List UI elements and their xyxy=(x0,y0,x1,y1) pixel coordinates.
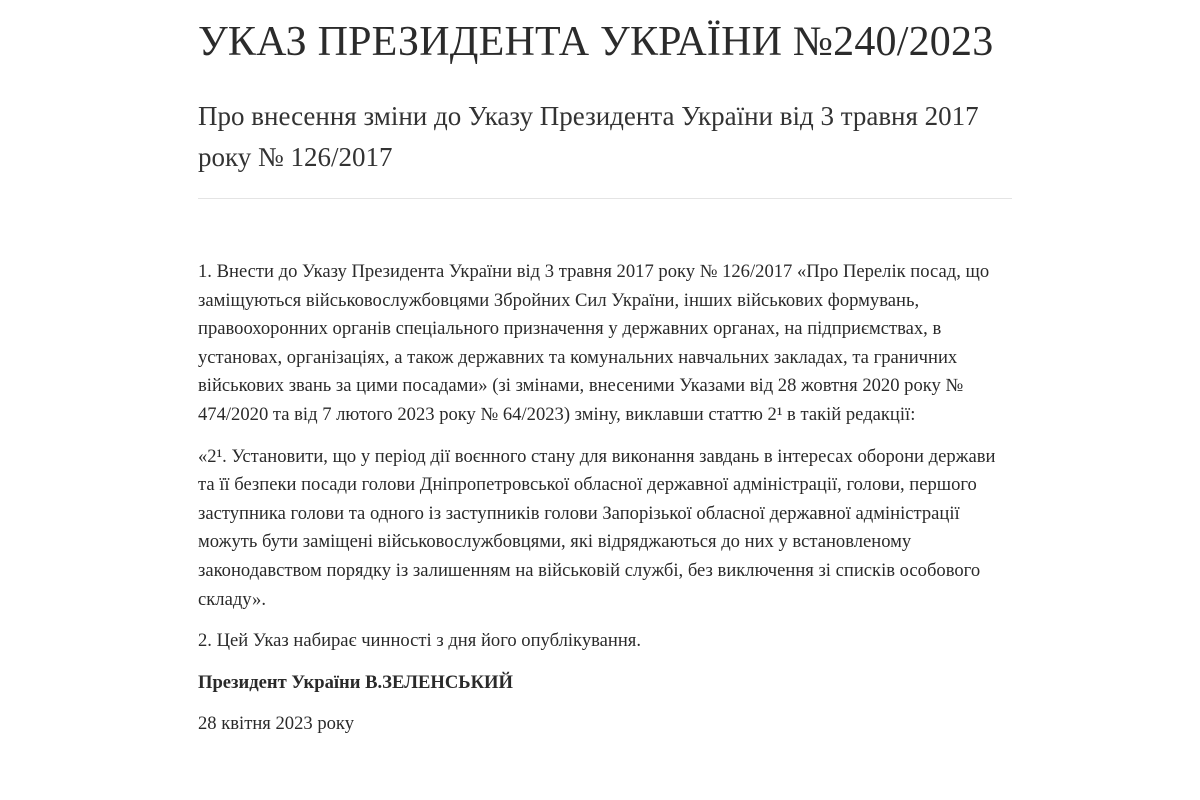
document-subtitle: Про внесення зміни до Указу Президента України від 3 травня 2017 року № 126/2017 xyxy=(198,101,979,172)
document-body xyxy=(198,258,998,752)
paragraph-3: 2. Цей Указ набирає чинності з дня його опублікування. xyxy=(198,630,642,652)
divider xyxy=(198,198,1012,199)
paragraph-2: «2¹. Установити, що у період дії воєнного стану для виконання завдань в інтересах оборони держави та її безпеки посади голови Дніпропетровської обласної державної адміністрації, голови, першого заступника голови та одного із заступників голови Запорізької обласної державної адміністрації можуть бути заміщені військовослужбовцями, які відряджаються до них у встановленому законодавством порядку із залишенням на військовій службі, без виключення зі списків особового складу». xyxy=(198,445,996,610)
page-title: УКАЗ ПРЕЗИДЕНТА УКРАЇНИ №240/2023 xyxy=(198,19,994,65)
signature: Президент України В.ЗЕЛЕНСЬКИЙ xyxy=(198,671,513,693)
document-date: 28 квітня 2023 року xyxy=(198,713,354,735)
paragraph-1: 1. Внести до Указу Президента України від 3 травня 2017 року № 126/2017 «Про Перелік посад, що заміщуються військовослужбовцями Збройних Сил України, інших військових формувань, правоохоронних органів спеціального призначення у державних органах, на підприємствах, в установах, організаціях, а також державних та комунальних навчальних закладах, та граничних військових звань за цими посадами» (зі змінами, внесеними Указами від 28 жовтня 2020 року № 474/2020 та від 7 лютого 2023 року № 64/2023) зміну, виклавши статтю 2¹ в такій редакції: xyxy=(198,261,990,425)
